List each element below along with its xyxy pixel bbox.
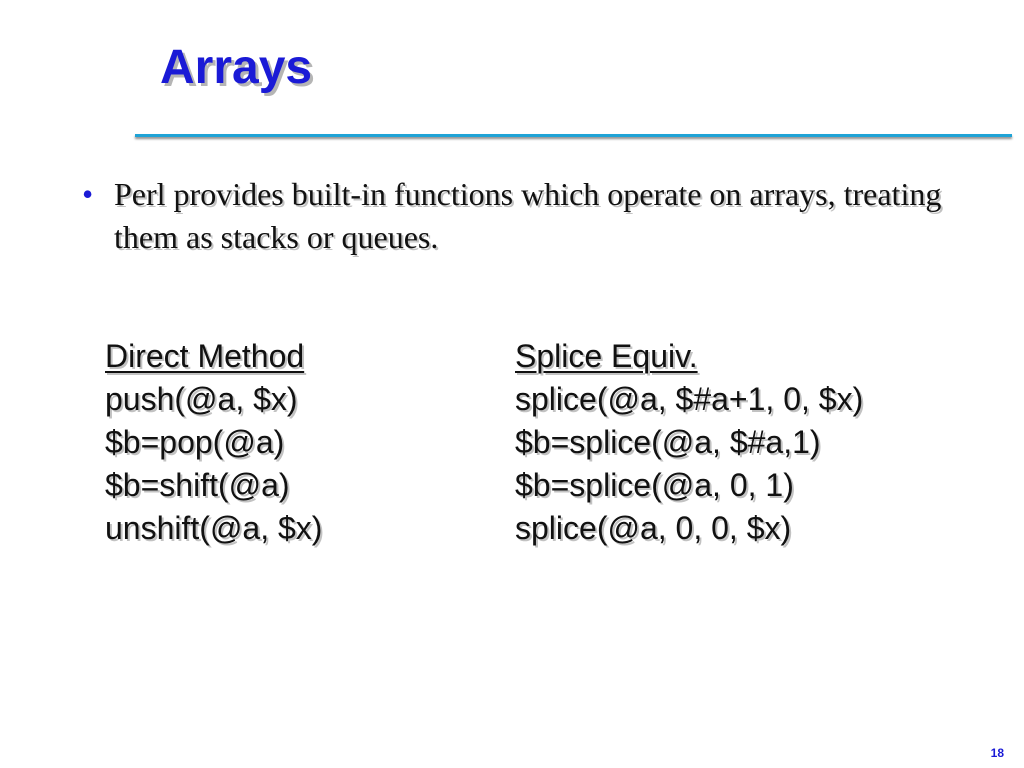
direct-method-cell: $b=pop(@a) <box>105 424 285 460</box>
slide-title: Arrays <box>160 41 313 94</box>
bullet-icon: • <box>82 176 94 212</box>
title-divider <box>135 134 1012 137</box>
bullet-point <box>82 173 962 259</box>
splice-equiv-cell: $b=splice(@a, 0, 1) <box>515 467 794 503</box>
direct-method-cell: push(@a, $x) <box>105 381 298 417</box>
bullet-text: Perl provides built-in functions which operate on arrays, treating them as stacks or queues. <box>114 176 942 255</box>
direct-method-cell: $b=shift(@a) <box>105 467 290 503</box>
column-header-direct-method: Direct Method <box>105 338 305 374</box>
splice-equiv-cell: $b=splice(@a, $#a,1) <box>515 424 821 460</box>
page-number: 18 <box>990 746 1004 760</box>
column-header-splice-equiv: Splice Equiv. <box>515 338 698 374</box>
splice-equiv-cell: splice(@a, 0, 0, $x) <box>515 510 792 546</box>
direct-method-cell: unshift(@a, $x) <box>105 510 323 546</box>
splice-equiv-cell: splice(@a, $#a+1, 0, $x) <box>515 381 864 417</box>
